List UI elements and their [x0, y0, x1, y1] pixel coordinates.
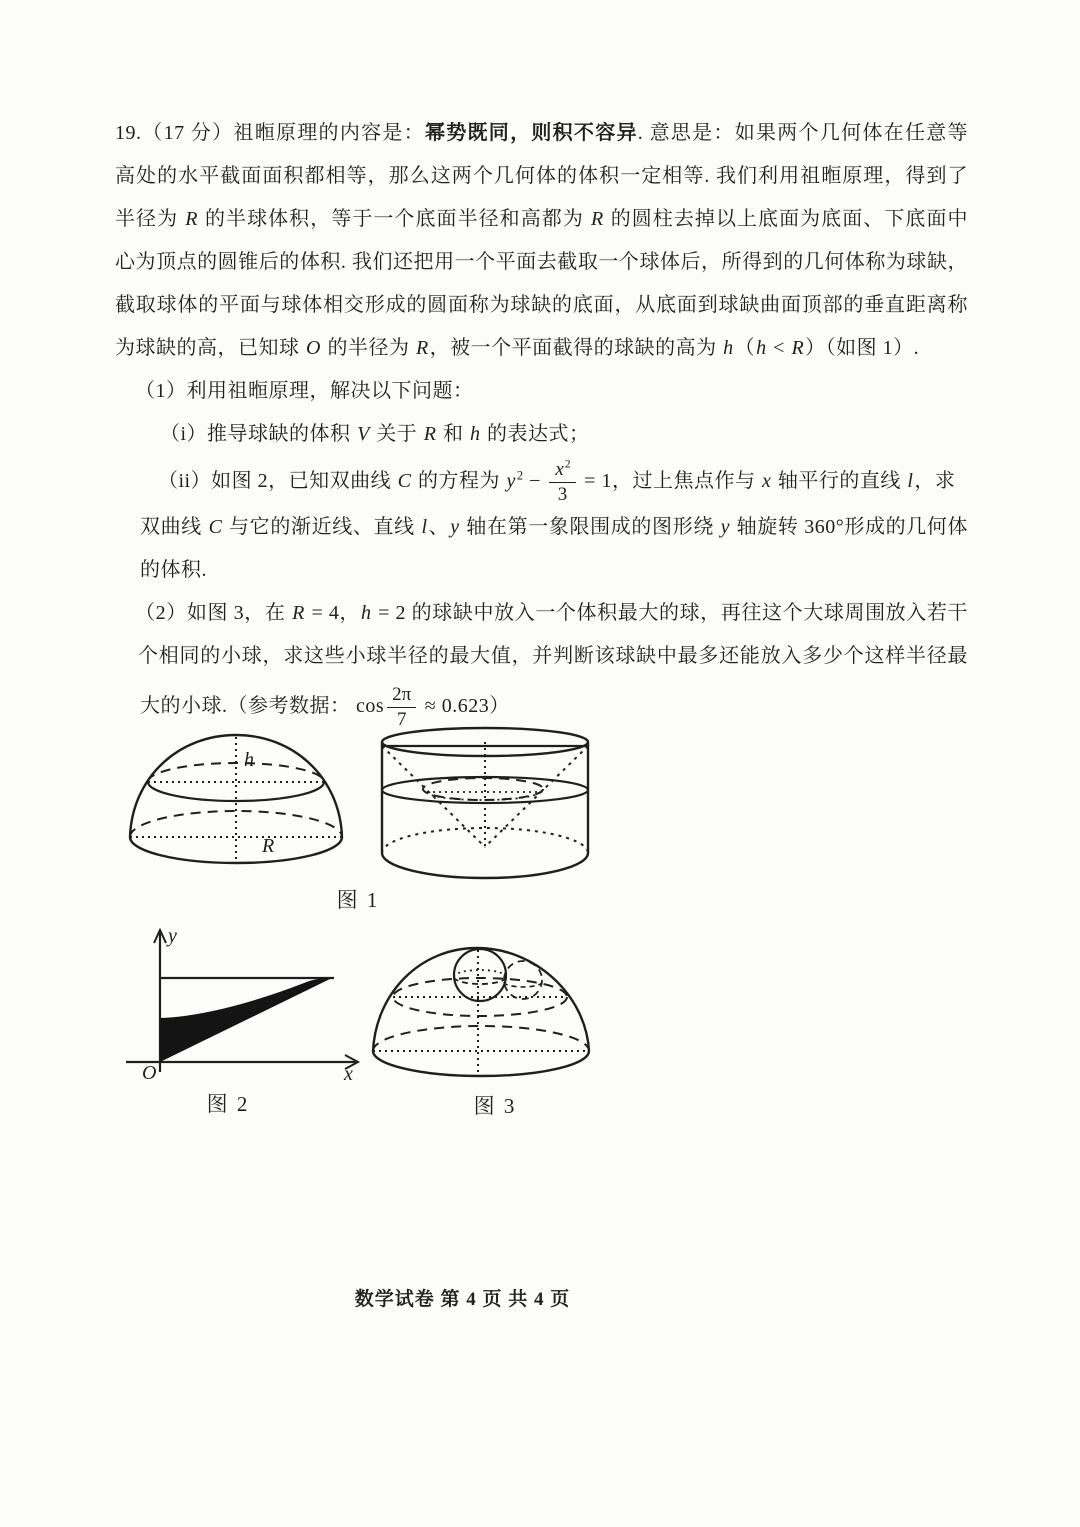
math-variable: l: [907, 470, 914, 492]
text-segment: ，求: [914, 470, 956, 492]
math-variable: y: [720, 516, 730, 538]
math-variable: h: [470, 423, 481, 445]
text-segment: 心为顶点的圆锥后的体积. 我们还把用一个平面去截取一个球体后，所得到的几何体称为球缺，: [115, 251, 968, 273]
problem-text-line: [115, 370, 968, 413]
text-segment: 的半径为: [321, 337, 415, 359]
math-variable: h: [361, 602, 372, 624]
text-segment: 截取球体的平面与球体相交形成的圆面称为球缺的底面，从底面到球缺曲面顶部的垂直距离称: [115, 294, 968, 316]
math-variable: y: [450, 516, 460, 538]
text-segment: <: [767, 337, 791, 359]
cap-with-balls-diagram: [373, 948, 589, 1076]
fraction: [549, 459, 575, 506]
text-segment: 半径为: [115, 208, 185, 230]
problem-text: [115, 112, 968, 734]
figure-3-caption: 图 3: [473, 1094, 517, 1118]
problem-text-line: [115, 506, 968, 549]
figure-1-drawing: [118, 726, 598, 886]
text-segment: 2π: [392, 684, 412, 706]
text-segment: 的半球体积，等于一个底面半径和高都为: [198, 208, 590, 230]
cap-height-label: h: [244, 749, 254, 771]
math-variable: V: [357, 423, 370, 445]
shaded-region: [160, 978, 332, 1062]
text-segment: 大的小球.（参考数据： cos: [140, 695, 385, 717]
text-segment: （2）如图 3，在: [135, 602, 292, 624]
text-segment: 双曲线: [140, 516, 208, 538]
figure-3-drawing: [365, 925, 605, 1085]
page-number-info: 第 4 页 共 4 页: [440, 1289, 571, 1310]
math-variable: h: [723, 337, 734, 359]
text-segment: 个相同的小球，求这些小球半径的最大值，并判断该球缺中最多还能放入多少个这样半径最: [138, 645, 968, 667]
text-segment: 、: [428, 516, 450, 538]
text-segment: 高处的水平截面面积都相等，那么这两个几何体的体积一定相等. 我们利用祖暅原理，得到了: [115, 165, 968, 187]
text-segment: 和: [437, 423, 469, 445]
text-segment: 7: [396, 708, 407, 730]
math-variable: C: [397, 470, 412, 492]
text-segment: ≈ 0.623）: [419, 695, 510, 717]
radius-label: R: [262, 835, 275, 857]
problem-text-line: [115, 549, 968, 592]
figure-2: [112, 922, 372, 1084]
math-variable: l: [421, 516, 428, 538]
figure-1: [118, 726, 598, 886]
text-segment: 19.（17 分）祖暅原理的内容是：: [115, 122, 425, 144]
text-segment: = 1，过上焦点作与: [578, 470, 761, 492]
math-variable: R: [415, 337, 429, 359]
text-segment: （1）利用祖暅原理，解决以下问题：: [135, 380, 474, 402]
problem-text-line: [115, 327, 968, 370]
cylinder-cone-diagram: [382, 728, 588, 878]
figure-2-drawing: [112, 922, 372, 1084]
text-segment: （i）推导球缺的体积: [160, 423, 357, 445]
text-segment: 与它的渐近线、直线: [223, 516, 421, 538]
math-variable: C: [208, 516, 223, 538]
bold-text: 幂势既同，则积不容异: [424, 122, 638, 144]
math-variable: R: [791, 337, 805, 359]
problem-text-line: [115, 198, 968, 241]
text-segment: 轴平行的直线: [772, 470, 907, 492]
text-segment: 的方程为: [412, 470, 506, 492]
problem-text-line: [115, 413, 968, 456]
origin-label: O: [142, 1062, 157, 1084]
text-segment: （ii）如图 2，已知双曲线: [158, 470, 397, 492]
text-segment: = 2 的球缺中放入一个体积最大的球，再往这个大球周围放入若干: [372, 602, 969, 624]
problem-text-line: [115, 112, 968, 155]
doc-label: 数学试卷: [354, 1289, 435, 1310]
text-segment: 轴旋转 360°形成的几何体: [731, 516, 969, 538]
math-variable: R: [185, 208, 198, 230]
superscript: 2: [564, 457, 571, 471]
problem-text-line: [115, 635, 968, 678]
page-footer: [290, 1284, 635, 1311]
problem-text-line: [115, 456, 968, 506]
fraction: [387, 684, 416, 731]
y-axis-label: y: [168, 925, 177, 947]
hemisphere-diagram: [130, 735, 342, 863]
text-segment: 的圆柱去掉以上底面为底面、下底面中: [604, 208, 969, 230]
text-segment: 的表达式；: [481, 423, 590, 445]
text-segment: ，被一个平面截得的球缺的高为: [429, 337, 723, 359]
figure-2-caption: 图 2: [206, 1092, 250, 1116]
problem-text-line: [115, 241, 968, 284]
text-segment: （: [734, 337, 756, 359]
text-segment: 轴在第一象限围成的图形绕: [460, 516, 720, 538]
figure-1-caption: 图 1: [336, 888, 380, 912]
math-variable: R: [292, 602, 305, 624]
text-segment: 关于: [370, 423, 423, 445]
math-variable: x: [555, 459, 564, 481]
text-segment: = 4，: [305, 602, 361, 624]
figure-3: [365, 925, 605, 1085]
text-segment: . 意思是：如果两个几何体在任意等: [637, 122, 969, 144]
text-segment: 的体积.: [140, 559, 207, 581]
text-segment: 为球缺的高，已知球: [115, 337, 305, 359]
math-variable: O: [306, 337, 321, 359]
math-variable: h: [756, 337, 767, 359]
math-variable: x: [761, 470, 772, 492]
problem-text-line: [115, 284, 968, 327]
math-variable: R: [590, 208, 604, 230]
math-variable: R: [423, 423, 437, 445]
text-segment: −: [523, 470, 547, 492]
text-segment: 3: [557, 483, 568, 505]
problem-text-line: [115, 155, 968, 198]
superscript: 2: [516, 468, 524, 483]
math-variable: y: [506, 470, 516, 492]
problem-text-line: [115, 592, 968, 635]
text-segment: ）（如图 1）.: [805, 337, 920, 359]
x-axis-label: x: [344, 1063, 353, 1084]
